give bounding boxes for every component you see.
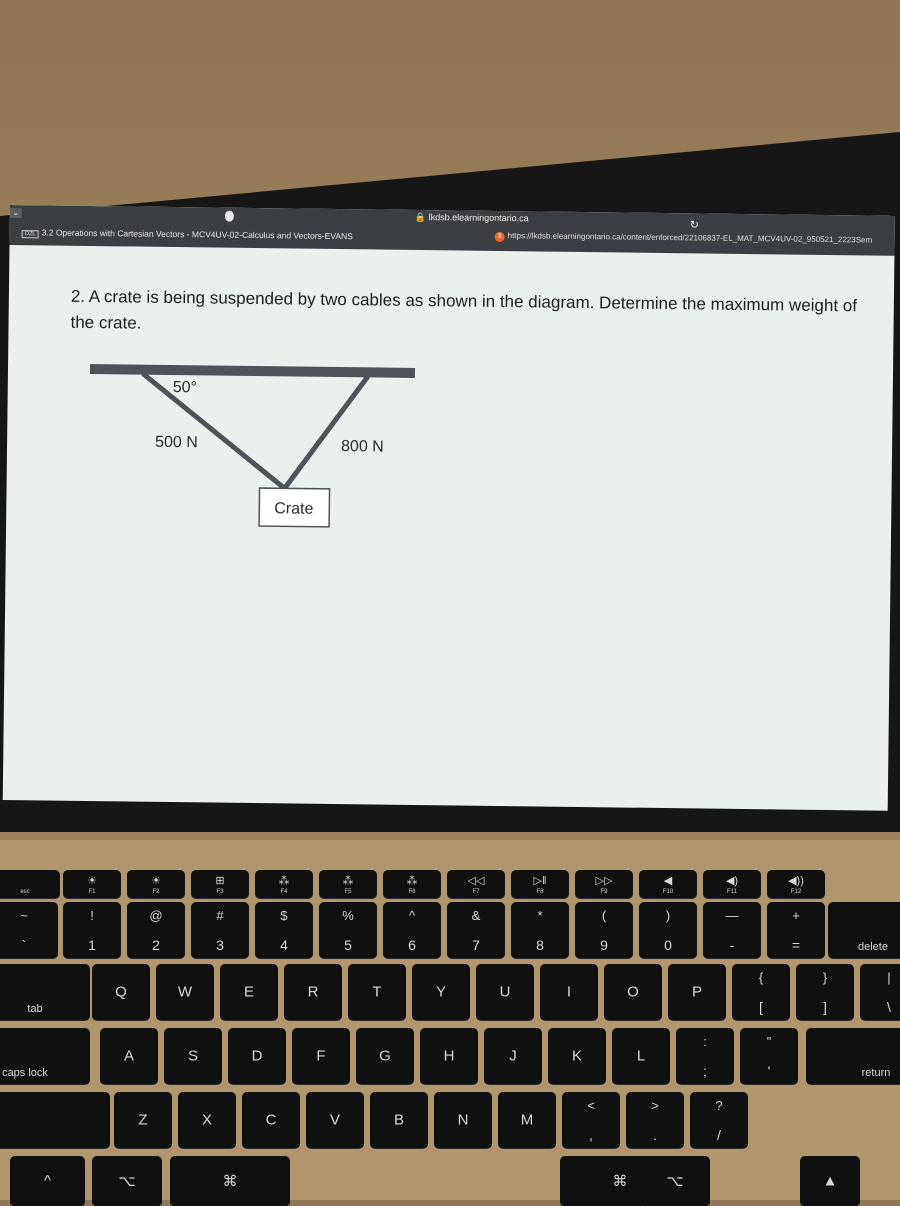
- key-i[interactable]: [540, 964, 598, 1020]
- key-top-label: ): [665, 908, 671, 923]
- crate-diagram: [65, 356, 448, 591]
- key-^[interactable]: [10, 1156, 85, 1206]
- key-f7[interactable]: [447, 870, 505, 898]
- address-text: lkdsb.elearningontario.ca: [428, 212, 529, 224]
- reload-icon[interactable]: ↻: [689, 219, 700, 232]
- key-label: K: [571, 1047, 582, 1065]
- key-label: ▲: [822, 1172, 838, 1190]
- url-tab[interactable]: [495, 231, 873, 247]
- key-g[interactable]: [356, 1028, 414, 1084]
- key-y[interactable]: [412, 964, 470, 1020]
- key-top-label: <: [587, 1098, 595, 1113]
- key-top-label: ◀)): [788, 875, 804, 887]
- key-f4[interactable]: [255, 870, 313, 898]
- key-q[interactable]: [92, 964, 150, 1020]
- address-bar[interactable]: 🔒 lkdsb.elearningontario.ca: [414, 211, 529, 224]
- key-top-label: %: [342, 908, 354, 923]
- key-label: 4: [280, 937, 288, 953]
- key-label: P: [691, 983, 702, 1001]
- key-top-label: ": [766, 1034, 772, 1049]
- key-top-label: ^: [408, 908, 416, 923]
- key-label: G: [379, 1047, 391, 1065]
- key-a[interactable]: [100, 1028, 158, 1084]
- key-label: H: [443, 1047, 455, 1065]
- left-cable-label: 500 N: [155, 433, 198, 452]
- key-b[interactable]: [370, 1092, 428, 1148]
- key-esc[interactable]: [0, 870, 60, 898]
- key-=[interactable]: [767, 902, 825, 958]
- key-5[interactable]: [319, 902, 377, 958]
- key-top-label: &: [471, 908, 481, 923]
- key-,[interactable]: [562, 1092, 620, 1148]
- key-top-label: ⁂: [278, 875, 290, 887]
- key-label: F7: [472, 889, 480, 895]
- key-label: F11: [727, 889, 737, 895]
- key-k[interactable]: [548, 1028, 606, 1084]
- sidebar-chevron-icon[interactable]: ⌄: [10, 208, 22, 218]
- key-delete[interactable]: [828, 902, 900, 958]
- key-⌥[interactable]: [640, 1156, 710, 1206]
- key-label: S: [187, 1047, 198, 1065]
- laptop-screen: [3, 205, 895, 811]
- key-`[interactable]: [0, 902, 58, 958]
- key-f5[interactable]: [319, 870, 377, 898]
- key-top-label: ☀: [87, 875, 97, 887]
- key-top-label: @: [149, 908, 163, 923]
- browser-tab[interactable]: [22, 227, 353, 242]
- key-f12[interactable]: [767, 870, 825, 898]
- key-top-label: ?: [715, 1098, 723, 1113]
- key-label: ⌥: [118, 1173, 136, 1190]
- key-\[interactable]: [860, 964, 900, 1020]
- key-label: Y: [435, 983, 446, 1001]
- key-top-label: ▷▷: [595, 875, 613, 887]
- key-top-label: ◁◁: [467, 875, 485, 887]
- key-label: [: [759, 999, 763, 1015]
- key-6[interactable]: [383, 902, 441, 958]
- key-label: M: [520, 1111, 534, 1129]
- key-top-label: (: [601, 908, 607, 923]
- key-top-label: ⊞: [215, 875, 225, 887]
- key-label: 5: [344, 937, 352, 953]
- key-s[interactable]: [164, 1028, 222, 1084]
- key-f3[interactable]: [191, 870, 249, 898]
- key-label: esc: [20, 889, 30, 895]
- key-label: V: [329, 1111, 340, 1129]
- key-label: .: [653, 1127, 657, 1143]
- key-label: U: [499, 983, 511, 1001]
- key-label: F4: [280, 889, 288, 895]
- key-top-label: }: [822, 970, 828, 985]
- key-top-label: ⁂: [342, 875, 354, 887]
- key-label: \: [887, 999, 891, 1015]
- laptop-keyboard: [0, 840, 900, 1200]
- key-top-label: ~: [20, 908, 28, 923]
- key-l[interactable]: [612, 1028, 670, 1084]
- key-e[interactable]: [220, 964, 278, 1020]
- key-top-label: |: [887, 970, 891, 985]
- key-[[interactable]: [732, 964, 790, 1020]
- key-top-label: +: [792, 908, 800, 923]
- key-x[interactable]: [178, 1092, 236, 1148]
- crate-label: Crate: [274, 500, 314, 518]
- right-cable-label: 800 N: [340, 438, 384, 456]
- key-4[interactable]: [255, 902, 313, 958]
- key-label: Z: [138, 1111, 148, 1129]
- key-top-label: ◀: [663, 875, 673, 887]
- key-⌘[interactable]: [170, 1156, 290, 1206]
- key-c[interactable]: [242, 1092, 300, 1148]
- key-][interactable]: [796, 964, 854, 1020]
- key-top-label: ☀: [151, 875, 161, 887]
- key-label: F10: [662, 889, 674, 895]
- key-label: tab: [27, 1003, 43, 1015]
- key-▲[interactable]: [800, 1156, 860, 1206]
- key-o[interactable]: [604, 964, 662, 1020]
- key-label: ;: [703, 1063, 707, 1079]
- key-label: /: [717, 1127, 721, 1143]
- left-cable: [142, 374, 286, 489]
- key-label: W: [177, 983, 193, 1001]
- key-label: ⌘: [612, 1173, 628, 1190]
- key-f[interactable]: [292, 1028, 350, 1084]
- key-f6[interactable]: [383, 870, 441, 898]
- key-1[interactable]: [63, 902, 121, 958]
- key-label: E: [243, 983, 254, 1001]
- key-w[interactable]: [156, 964, 214, 1020]
- key-7[interactable]: [447, 902, 505, 958]
- key-top-label: !: [90, 908, 94, 923]
- key-label: D: [251, 1047, 263, 1065]
- key-label: A: [123, 1047, 134, 1065]
- key-top-label: ⁂: [406, 875, 418, 887]
- key-label: ⌥: [666, 1173, 684, 1190]
- key-top-label: ▷‖: [533, 875, 547, 887]
- key-label: 1: [88, 937, 96, 953]
- key-label: 3: [216, 937, 224, 953]
- key-d[interactable]: [228, 1028, 286, 1084]
- angle-label: 50°: [172, 379, 198, 397]
- key-label: J: [509, 1047, 517, 1065]
- privacy-shield-icon[interactable]: [225, 211, 234, 222]
- key-t[interactable]: [348, 964, 406, 1020]
- key-label: delete: [858, 941, 888, 953]
- key-top-label: —: [725, 908, 739, 923]
- notification-badge: 3: [495, 232, 505, 242]
- key-label: ]: [823, 999, 827, 1015]
- key-f2[interactable]: [127, 870, 185, 898]
- d2l-favicon: D2L: [22, 230, 39, 238]
- key-label: L: [636, 1047, 646, 1065]
- key-label: 0: [664, 937, 672, 953]
- key-label: T: [372, 983, 382, 1001]
- key-label: F12: [790, 889, 802, 895]
- key-label: C: [265, 1111, 277, 1129]
- key-label: N: [457, 1111, 469, 1129]
- key-label: ,: [589, 1127, 593, 1143]
- key-9[interactable]: [575, 902, 633, 958]
- key-'[interactable]: [740, 1028, 798, 1084]
- key-label: O: [627, 983, 639, 1001]
- key-f1[interactable]: [63, 870, 121, 898]
- key-f8[interactable]: [511, 870, 569, 898]
- key-label: I: [566, 983, 572, 1001]
- key-label: X: [201, 1111, 212, 1129]
- key-label: F3: [216, 889, 224, 895]
- key-h[interactable]: [420, 1028, 478, 1084]
- key-;[interactable]: [676, 1028, 734, 1084]
- key-0[interactable]: [639, 902, 697, 958]
- key-blank[interactable]: [0, 1092, 110, 1148]
- key-label: =: [791, 937, 801, 953]
- key-f11[interactable]: [703, 870, 761, 898]
- key-label: Q: [115, 983, 127, 1001]
- key-label: `: [21, 937, 27, 953]
- key-label: ⌘: [222, 1173, 238, 1190]
- key-top-label: *: [537, 908, 543, 923]
- key-j[interactable]: [484, 1028, 542, 1084]
- key-label: R: [307, 983, 319, 1001]
- key-r[interactable]: [284, 964, 342, 1020]
- key-label: F1: [88, 889, 96, 895]
- key-label: return: [861, 1067, 891, 1079]
- key-top-label: #: [216, 908, 224, 923]
- key-label: F5: [344, 889, 352, 895]
- key-2[interactable]: [127, 902, 185, 958]
- key-label: F8: [536, 889, 544, 895]
- key-n[interactable]: [434, 1092, 492, 1148]
- key-label: 9: [600, 937, 608, 953]
- key-8[interactable]: [511, 902, 569, 958]
- right-cable: [285, 375, 368, 489]
- wall-background: [0, 0, 900, 150]
- key-label: ': [767, 1063, 771, 1079]
- question-text: 2. A crate is being suspended by two cables as shown in the diagram. Determine the maximum weight of the crate.: [70, 286, 858, 333]
- key-label: -: [729, 937, 735, 953]
- key-label: ^: [43, 1172, 52, 1190]
- key-f9[interactable]: [575, 870, 633, 898]
- key-return[interactable]: [806, 1028, 900, 1084]
- key-top-label: >: [651, 1098, 659, 1113]
- key-top-label: $: [280, 908, 288, 923]
- key-top-label: ◀): [725, 875, 739, 887]
- key-label: F9: [600, 889, 608, 895]
- key-label: F: [316, 1047, 326, 1065]
- key-label: B: [393, 1111, 404, 1129]
- key-z[interactable]: [114, 1092, 172, 1148]
- key-f10[interactable]: [639, 870, 697, 898]
- key-⌥[interactable]: [92, 1156, 162, 1206]
- key-.[interactable]: [626, 1092, 684, 1148]
- key-top-label: :: [703, 1034, 707, 1049]
- key-tab[interactable]: [0, 964, 90, 1020]
- key-m[interactable]: [498, 1092, 556, 1148]
- key-top-label: {: [758, 970, 764, 985]
- key-caps-lock[interactable]: [0, 1028, 90, 1084]
- tab-title: 3.2 Operations with Cartesian Vectors - MCV4UV-02-Calculus and Vectors-EVANS: [41, 227, 353, 242]
- key--[interactable]: [703, 902, 761, 958]
- key-label: F2: [152, 889, 160, 895]
- url-text: https://lkdsb.elearningontario.ca/content/enforced/22106837-EL_MAT_MCV4UV-02_950521_2223Sem: [507, 231, 873, 245]
- key-label: 7: [472, 937, 480, 953]
- key-label: 2: [152, 937, 160, 953]
- key-p[interactable]: [668, 964, 726, 1020]
- key-label: caps lock: [2, 1067, 48, 1079]
- key-label: 8: [536, 937, 544, 953]
- key-label: 6: [408, 937, 416, 953]
- key-u[interactable]: [476, 964, 534, 1020]
- key-v[interactable]: [306, 1092, 364, 1148]
- key-/[interactable]: [690, 1092, 748, 1148]
- key-label: F6: [408, 889, 416, 895]
- key-3[interactable]: [191, 902, 249, 958]
